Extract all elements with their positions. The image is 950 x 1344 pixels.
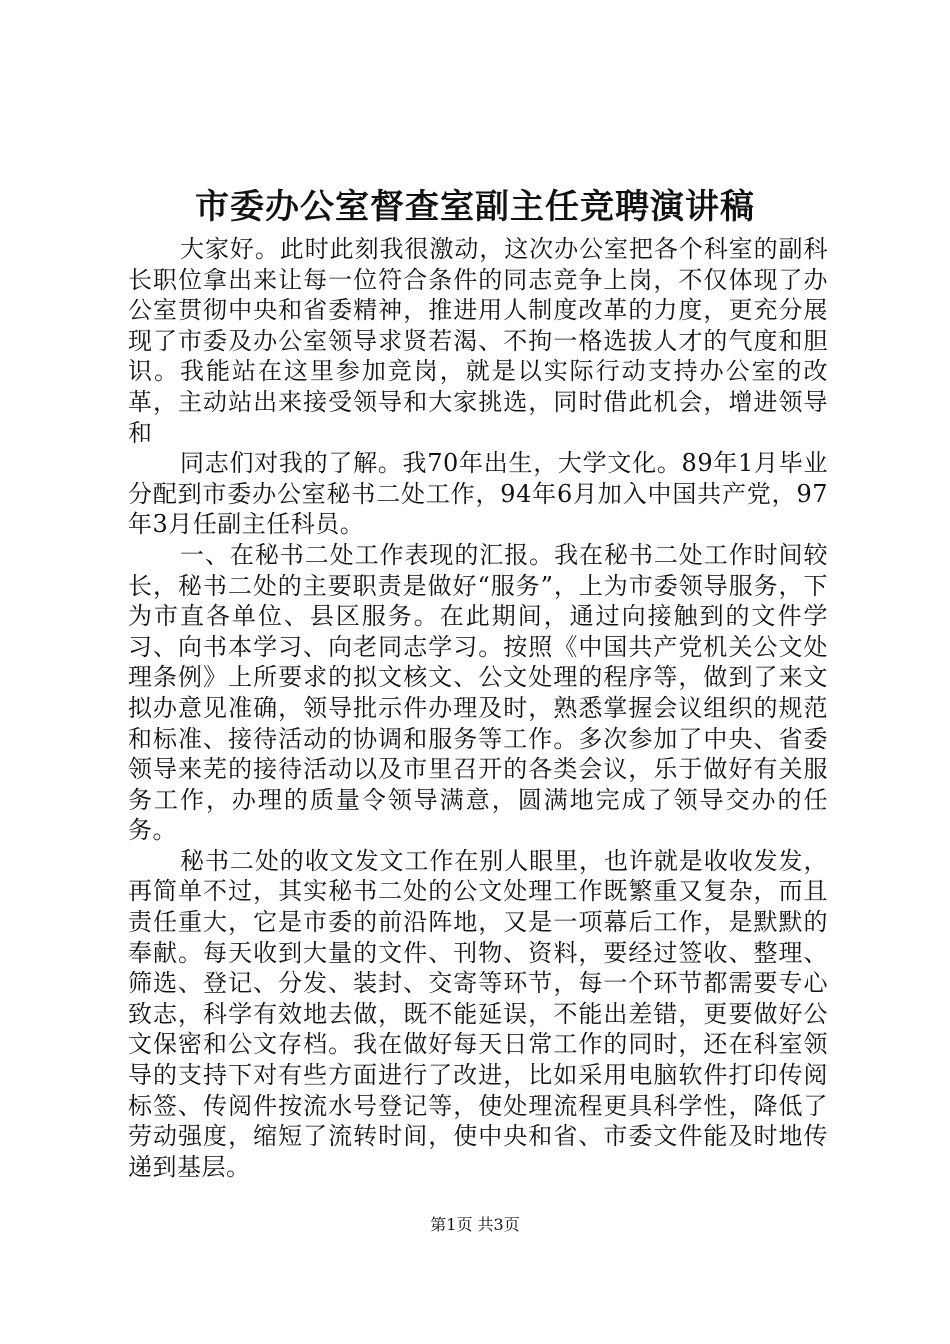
paragraph-greeting: 大家好。此时此刻我很激动，这次办公室把各个科室的副科长职位拿出来让每一位符合条件的同志竞争上岗，不仅体现了办公室贯彻中央和省委精神，推进用人制度改革的力度，更充分展现了市委及办公室领导求贤若渴、不拘一格选拔人才的气度和胆识。我能站在这里参加竞岗，就是以实际行动支持办公室的改革，主动站出来接受领导和大家挑选，同时借此机会，增进领导和 (128, 235, 828, 447)
document-title: 市委办公室督查室副主任竞聘演讲稿 (195, 187, 755, 227)
paragraph-background: 同志们对我的了解。我70年出生，大学文化。89年1月毕业分配到市委办公室秘书二处工作，94年6月加入中国共产党，97年3月任副主任科员。 (128, 449, 828, 539)
page-number-footer: 第1页 共3页 (430, 1215, 520, 1234)
document-body (128, 234, 828, 1182)
paragraph-work-report: 一、在秘书二处工作表现的汇报。我在秘书二处工作时间较长，秘书二处的主要职责是做好“服务”，上为市委领导服务，下为市直各单位、县区服务。在此期间，通过向接触到的文件学习、向书本学习、向老同志学习。按照《中国共产党机关公文处理条例》上所要求的拟文核文、公文处理的程序等，做到了来文拟办意见准确，领导批示件办理及时，熟悉掌握会议组织的规范和标准、接待活动的协调和服务等工作。多次参加了中央、省委领导来芜的接待活动以及市里召开的各类会议，乐于做好有关服务工作，办理的质量令领导满意，圆满地完成了领导交办的任务。 (128, 540, 828, 845)
paragraph-document-handling: 秘书二处的收文发文工作在别人眼里，也许就是收收发发，再简单不过，其实秘书二处的公文处理工作既繁重又复杂，而且责任重大，它是市委的前沿阵地，又是一项幕后工作，是默默的奉献。每天收到大量的文件、刊物、资料，要经过签收、整理、筛选、登记、分发、装封、交寄等环节，每一个环节都需要专心致志，科学有效地去做，既不能延误，不能出差错，更要做好公文保密和公文存档。我在做好每天日常工作的同时，还在科室领导的支持下对有些方面进行了改进，比如采用电脑软件打印传阅标签、传阅件按流水号登记等，使处理流程更具科学性，降低了劳动强度，缩短了流转时间，使中央和省、市委文件能及时地传递到基层。 (128, 846, 828, 1181)
